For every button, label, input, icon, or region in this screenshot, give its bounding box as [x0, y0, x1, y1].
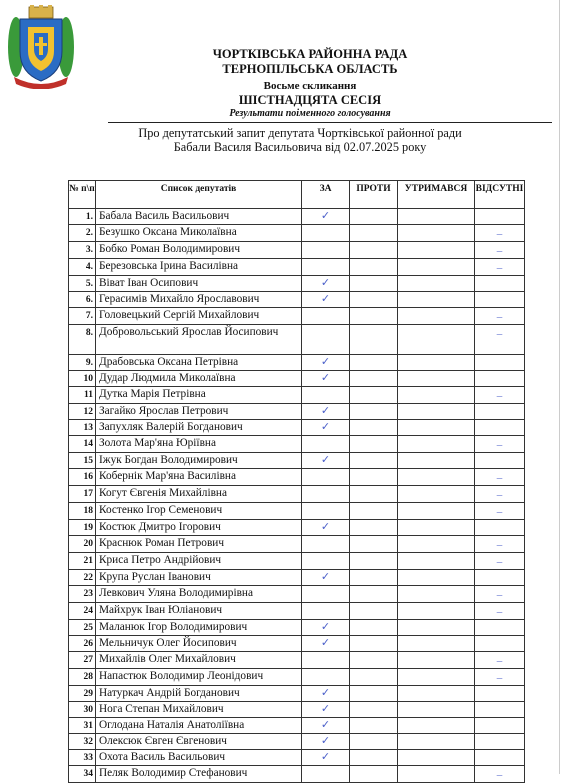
vote-abstained-cell	[398, 750, 475, 766]
vote-abstained-cell	[398, 404, 475, 420]
absent-mark	[475, 453, 525, 469]
absent-mark	[475, 750, 525, 766]
vote-for-mark: ✓	[302, 570, 350, 586]
vote-for-mark: ✓	[302, 292, 350, 308]
deputy-name: Головецький Сергій Михайлович	[96, 308, 302, 325]
vote-for-mark: ✓	[302, 636, 350, 652]
page-edge	[559, 0, 560, 774]
vote-abstained-cell	[398, 636, 475, 652]
row-number: 24	[69, 603, 96, 620]
deputy-name: Мельничук Олег Йосипович	[96, 636, 302, 652]
deputy-name: Бобко Роман Володимирович	[96, 242, 302, 259]
convocation-title: Восьме скликання	[263, 80, 357, 92]
deputy-name: Віват Іван Осипович	[96, 276, 302, 292]
deputy-name: Бабала Василь Васильович	[96, 209, 302, 225]
row-number: 6.	[69, 292, 96, 308]
vote-against-cell	[350, 355, 398, 371]
row-number: 10	[69, 371, 96, 387]
vote-for-mark	[302, 669, 350, 686]
absent-mark: –	[475, 603, 525, 620]
vote-against-cell	[350, 276, 398, 292]
vote-against-cell	[350, 520, 398, 536]
row-number: 30	[69, 702, 96, 718]
deputy-name: Пеляк Володимир Стефанович	[96, 766, 302, 783]
vote-against-cell	[350, 669, 398, 686]
deputy-name: Герасимів Михайло Ярославович	[96, 292, 302, 308]
row-number: 20	[69, 536, 96, 553]
table-row	[69, 503, 525, 520]
vote-abstained-cell	[398, 242, 475, 259]
row-number: 34	[69, 766, 96, 783]
vote-for-mark: ✓	[302, 276, 350, 292]
vote-against-cell	[350, 636, 398, 652]
vote-abstained-cell	[398, 209, 475, 225]
vote-abstained-cell	[398, 718, 475, 734]
vote-against-cell	[350, 503, 398, 520]
vote-for-mark: ✓	[302, 209, 350, 225]
subject-line-1: Про депутатський запит депутата Чортківської районної ради	[138, 126, 462, 140]
vote-for-mark: ✓	[302, 453, 350, 469]
vote-abstained-cell	[398, 570, 475, 586]
vote-against-cell	[350, 718, 398, 734]
deputy-name: Нога Степан Михайлович	[96, 702, 302, 718]
absent-mark	[475, 686, 525, 702]
table-row	[69, 469, 525, 486]
vote-against-cell	[350, 292, 398, 308]
absent-mark	[475, 276, 525, 292]
deputy-name: Майхрук Іван Юліанович	[96, 603, 302, 620]
vote-abstained-cell	[398, 536, 475, 553]
row-number: 5.	[69, 276, 96, 292]
absent-mark: –	[475, 536, 525, 553]
row-number: 32	[69, 734, 96, 750]
vote-abstained-cell	[398, 669, 475, 686]
table-row	[69, 387, 525, 404]
deputy-name: Дутка Марія Петрівна	[96, 387, 302, 404]
absent-mark	[475, 292, 525, 308]
table-row	[69, 553, 525, 570]
vote-against-cell	[350, 404, 398, 420]
deputy-name: Левкович Уляна Володимирівна	[96, 586, 302, 603]
row-number: 3.	[69, 242, 96, 259]
deputy-name: Михайлів Олег Михайлович	[96, 652, 302, 669]
vote-against-cell	[350, 308, 398, 325]
vote-for-mark	[302, 553, 350, 570]
vote-for-mark	[302, 387, 350, 404]
vote-abstained-cell	[398, 292, 475, 308]
vote-for-mark: ✓	[302, 420, 350, 436]
vote-for-mark: ✓	[302, 620, 350, 636]
vote-against-cell	[350, 259, 398, 276]
vote-for-mark	[302, 486, 350, 503]
council-title: ЧОРТКІВСЬКА РАЙОННА РАДА	[212, 47, 408, 61]
session-title: ШІСТНАДЦЯТА СЕСІЯ	[238, 93, 382, 107]
row-number: 29	[69, 686, 96, 702]
vote-abstained-cell	[398, 371, 475, 387]
row-number: 18	[69, 503, 96, 520]
table-row	[69, 325, 525, 355]
table-row	[69, 766, 525, 783]
vote-abstained-cell	[398, 553, 475, 570]
results-title: Результати поіменного голосування	[229, 108, 391, 119]
absent-mark	[475, 718, 525, 734]
row-number: 14	[69, 436, 96, 453]
row-number: 13	[69, 420, 96, 436]
absent-mark: –	[475, 586, 525, 603]
vote-against-cell	[350, 586, 398, 603]
row-number: 11	[69, 387, 96, 404]
vote-abstained-cell	[398, 486, 475, 503]
absent-mark: –	[475, 308, 525, 325]
deputy-name: Олексюк Євген Євгенович	[96, 734, 302, 750]
vote-against-cell	[350, 486, 398, 503]
absent-mark: –	[475, 652, 525, 669]
deputy-name: Костюк Дмитро Ігорович	[96, 520, 302, 536]
row-number: 15	[69, 453, 96, 469]
absent-mark: –	[475, 766, 525, 783]
vote-abstained-cell	[398, 225, 475, 242]
vote-for-mark	[302, 225, 350, 242]
vote-abstained-cell	[398, 276, 475, 292]
row-number: 19	[69, 520, 96, 536]
table-row	[69, 292, 525, 308]
vote-abstained-cell	[398, 520, 475, 536]
vote-for-mark	[302, 436, 350, 453]
deputy-name: Крупа Руслан Іванович	[96, 570, 302, 586]
deputy-name: Березовська Ірина Василівна	[96, 259, 302, 276]
table-row	[69, 486, 525, 503]
absent-mark: –	[475, 469, 525, 486]
vote-abstained-cell	[398, 436, 475, 453]
table-row	[69, 702, 525, 718]
vote-against-cell	[350, 225, 398, 242]
vote-abstained-cell	[398, 259, 475, 276]
deputy-name: Загайко Ярослав Петрович	[96, 404, 302, 420]
absent-mark: –	[475, 325, 525, 355]
coat-of-arms-icon	[6, 5, 76, 89]
vote-abstained-cell	[398, 355, 475, 371]
vote-against-cell	[350, 536, 398, 553]
absent-mark: –	[475, 387, 525, 404]
vote-against-cell	[350, 469, 398, 486]
vote-for-mark	[302, 652, 350, 669]
table-row	[69, 355, 525, 371]
header-absent: ВІДСУТНІ	[475, 181, 525, 209]
vote-abstained-cell	[398, 734, 475, 750]
table-row	[69, 520, 525, 536]
vote-against-cell	[350, 371, 398, 387]
row-number: 4.	[69, 259, 96, 276]
vote-abstained-cell	[398, 766, 475, 783]
table-row	[69, 276, 525, 292]
vote-abstained-cell	[398, 453, 475, 469]
vote-against-cell	[350, 453, 398, 469]
absent-mark	[475, 702, 525, 718]
vote-against-cell	[350, 242, 398, 259]
table-row	[69, 259, 525, 276]
table-row	[69, 453, 525, 469]
absent-mark: –	[475, 486, 525, 503]
vote-for-mark: ✓	[302, 750, 350, 766]
table-row	[69, 225, 525, 242]
vote-for-mark: ✓	[302, 734, 350, 750]
header-number: № п\п	[69, 181, 96, 209]
deputy-name: Краснюк Роман Петрович	[96, 536, 302, 553]
header-against: ПРОТИ	[350, 181, 398, 209]
deputy-name: Добровольський Ярослав Йосипович	[96, 325, 302, 355]
table-row	[69, 242, 525, 259]
vote-for-mark	[302, 259, 350, 276]
deputy-name: Оглодана Наталія Анатоліївна	[96, 718, 302, 734]
absent-mark: –	[475, 225, 525, 242]
vote-against-cell	[350, 734, 398, 750]
absent-mark	[475, 404, 525, 420]
subject-line-2: Бабали Василя Васильовича від 02.07.2025 року	[173, 140, 427, 154]
vote-abstained-cell	[398, 620, 475, 636]
vote-abstained-cell	[398, 652, 475, 669]
vote-against-cell	[350, 553, 398, 570]
deputy-name: Костенко Ігор Семенович	[96, 503, 302, 520]
deputy-name: Золота Мар'яна Юріївна	[96, 436, 302, 453]
vote-against-cell	[350, 387, 398, 404]
row-number: 31	[69, 718, 96, 734]
table-row	[69, 209, 525, 225]
header-divider	[108, 122, 552, 123]
vote-against-cell	[350, 652, 398, 669]
absent-mark	[475, 371, 525, 387]
table-row	[69, 371, 525, 387]
row-number: 26	[69, 636, 96, 652]
vote-against-cell	[350, 766, 398, 783]
region-title: ТЕРНОПІЛЬСЬКА ОБЛАСТЬ	[222, 62, 398, 76]
table-row	[69, 586, 525, 603]
table-row	[69, 686, 525, 702]
row-number: 28	[69, 669, 96, 686]
row-number: 27	[69, 652, 96, 669]
absent-mark	[475, 636, 525, 652]
absent-mark: –	[475, 259, 525, 276]
vote-against-cell	[350, 209, 398, 225]
vote-against-cell	[350, 436, 398, 453]
vote-abstained-cell	[398, 420, 475, 436]
table-row	[69, 436, 525, 453]
absent-mark: –	[475, 553, 525, 570]
deputy-name: Напастюк Володимир Леонідович	[96, 669, 302, 686]
header-abstained: УТРИМАВСЯ	[398, 181, 475, 209]
deputy-name: Іжук Богдан Володимирович	[96, 453, 302, 469]
header-deputies: Список депутатів	[96, 181, 302, 209]
vote-abstained-cell	[398, 586, 475, 603]
vote-abstained-cell	[398, 469, 475, 486]
deputy-name: Маланюк Ігор Володимирович	[96, 620, 302, 636]
vote-for-mark	[302, 586, 350, 603]
table-row	[69, 620, 525, 636]
deputy-name: Драбовська Оксана Петрівна	[96, 355, 302, 371]
vote-for-mark: ✓	[302, 520, 350, 536]
vote-for-mark: ✓	[302, 686, 350, 702]
row-number: 9.	[69, 355, 96, 371]
vote-for-mark	[302, 603, 350, 620]
table-row	[69, 404, 525, 420]
vote-against-cell	[350, 325, 398, 355]
deputy-name: Криса Петро Андрійович	[96, 553, 302, 570]
vote-for-mark: ✓	[302, 702, 350, 718]
table-row	[69, 669, 525, 686]
table-row	[69, 734, 525, 750]
deputy-name: Дудар Людмила Миколаївна	[96, 371, 302, 387]
table-row	[69, 636, 525, 652]
table-row	[69, 570, 525, 586]
row-number: 1.	[69, 209, 96, 225]
absent-mark	[475, 520, 525, 536]
vote-for-mark: ✓	[302, 371, 350, 387]
deputy-name: Охота Василь Васильович	[96, 750, 302, 766]
vote-abstained-cell	[398, 702, 475, 718]
vote-abstained-cell	[398, 603, 475, 620]
absent-mark	[475, 734, 525, 750]
vote-abstained-cell	[398, 325, 475, 355]
deputy-name: Когут Євгенія Михайлівна	[96, 486, 302, 503]
row-number: 17	[69, 486, 96, 503]
absent-mark	[475, 355, 525, 371]
vote-for-mark	[302, 325, 350, 355]
row-number: 21	[69, 553, 96, 570]
absent-mark	[475, 570, 525, 586]
vote-against-cell	[350, 570, 398, 586]
vote-against-cell	[350, 420, 398, 436]
header-for: ЗА	[302, 181, 350, 209]
vote-against-cell	[350, 620, 398, 636]
absent-mark: –	[475, 242, 525, 259]
table-row	[69, 652, 525, 669]
vote-against-cell	[350, 750, 398, 766]
deputy-name: Запухляк Валерій Богданович	[96, 420, 302, 436]
vote-abstained-cell	[398, 387, 475, 404]
vote-against-cell	[350, 603, 398, 620]
vote-for-mark: ✓	[302, 404, 350, 420]
table-row	[69, 718, 525, 734]
vote-for-mark	[302, 308, 350, 325]
row-number: 2.	[69, 225, 96, 242]
row-number: 25	[69, 620, 96, 636]
row-number: 22	[69, 570, 96, 586]
vote-for-mark	[302, 766, 350, 783]
vote-for-mark: ✓	[302, 355, 350, 371]
table-row	[69, 750, 525, 766]
table-row	[69, 603, 525, 620]
vote-for-mark	[302, 503, 350, 520]
vote-abstained-cell	[398, 686, 475, 702]
absent-mark	[475, 209, 525, 225]
table-row	[69, 420, 525, 436]
row-number: 8.	[69, 325, 96, 355]
vote-for-mark: ✓	[302, 718, 350, 734]
table-row	[69, 536, 525, 553]
vote-for-mark	[302, 536, 350, 553]
table-row	[69, 308, 525, 325]
vote-abstained-cell	[398, 308, 475, 325]
vote-against-cell	[350, 686, 398, 702]
row-number: 33	[69, 750, 96, 766]
vote-against-cell	[350, 702, 398, 718]
absent-mark: –	[475, 503, 525, 520]
row-number: 12	[69, 404, 96, 420]
deputy-name: Натуркач Андрій Богданович	[96, 686, 302, 702]
absent-mark: –	[475, 436, 525, 453]
absent-mark	[475, 620, 525, 636]
vote-for-mark	[302, 242, 350, 259]
deputy-name: Кобернік Мар'яна Василівна	[96, 469, 302, 486]
row-number: 16	[69, 469, 96, 486]
absent-mark: –	[475, 669, 525, 686]
row-number: 23	[69, 586, 96, 603]
vote-for-mark	[302, 469, 350, 486]
row-number: 7.	[69, 308, 96, 325]
voting-table	[68, 180, 525, 783]
vote-abstained-cell	[398, 503, 475, 520]
absent-mark	[475, 420, 525, 436]
deputy-name: Безушко Оксана Миколаївна	[96, 225, 302, 242]
